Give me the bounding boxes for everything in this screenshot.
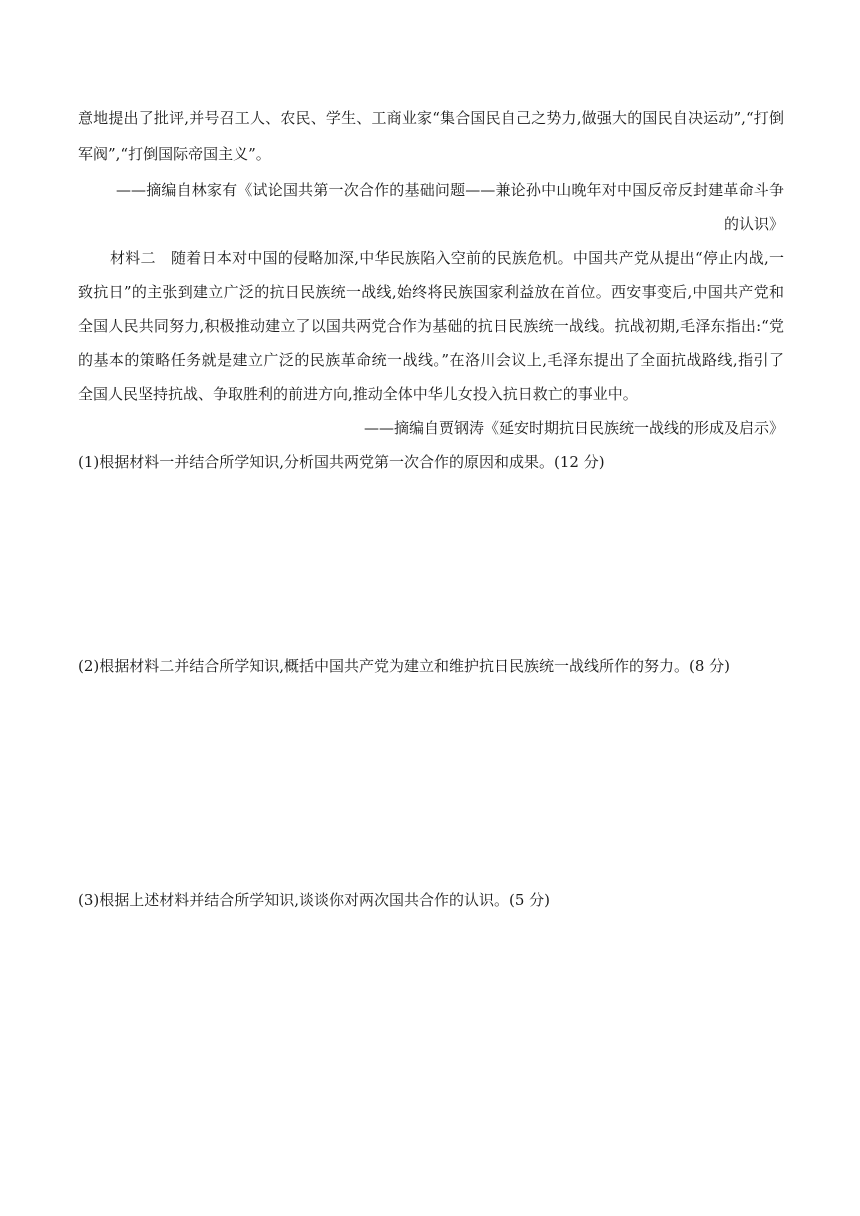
material-two-line-3: 全国人民共同努力,积极推动建立了以国共两党合作为基础的抗日民族统一战线。抗战初期,毛泽东指出:“党	[78, 317, 784, 335]
material-two-line-4: 的基本的策略任务就是建立广泛的民族革命统一战线。”在洛川会议上,毛泽东提出了全面抗战路线,指引了	[78, 351, 784, 369]
material-two-line-2: 致抗日”的主张到建立广泛的抗日民族统一战线,始终将民族国家利益放在首位。西安事变后,中国共产党和	[78, 283, 784, 301]
material-one-source-line-1: ——摘编自林家有《试论国共第一次合作的基础问题——兼论孙中山晚年对中国反帝反封建革命斗争	[116, 181, 784, 199]
question-3: (3)根据上述材料并结合所学知识,谈谈你对两次国共合作的认识。(5 分)	[78, 891, 551, 909]
material-one-line-1: 意地提出了批评,并号召工人、农民、学生、工商业家“集合国民自己之势力,做强大的国民自决运动”,“打倒	[78, 109, 784, 127]
material-one-line-2: 军阀”,“打倒国际帝国主义”。	[78, 145, 271, 163]
material-two-source: ——摘编自贾钢涛《延安时期抗日民族统一战线的形成及启示》	[363, 419, 784, 437]
question-2: (2)根据材料二并结合所学知识,概括中国共产党为建立和维护抗日民族统一战线所作的努力。(8 分)	[78, 657, 731, 675]
question-1: (1)根据材料一并结合所学知识,分析国共两党第一次合作的原因和成果。(12 分)	[78, 453, 605, 471]
material-two-line-5: 全国人民坚持抗战、争取胜利的前进方向,推动全体中华儿女投入抗日救亡的事业中。	[78, 385, 638, 403]
material-two-line-1: 材料二 随着日本对中国的侵略加深,中华民族陷入空前的民族危机。中国共产党从提出“停止内战,一	[110, 249, 784, 267]
material-one-source-line-2: 的认识》	[723, 215, 784, 233]
